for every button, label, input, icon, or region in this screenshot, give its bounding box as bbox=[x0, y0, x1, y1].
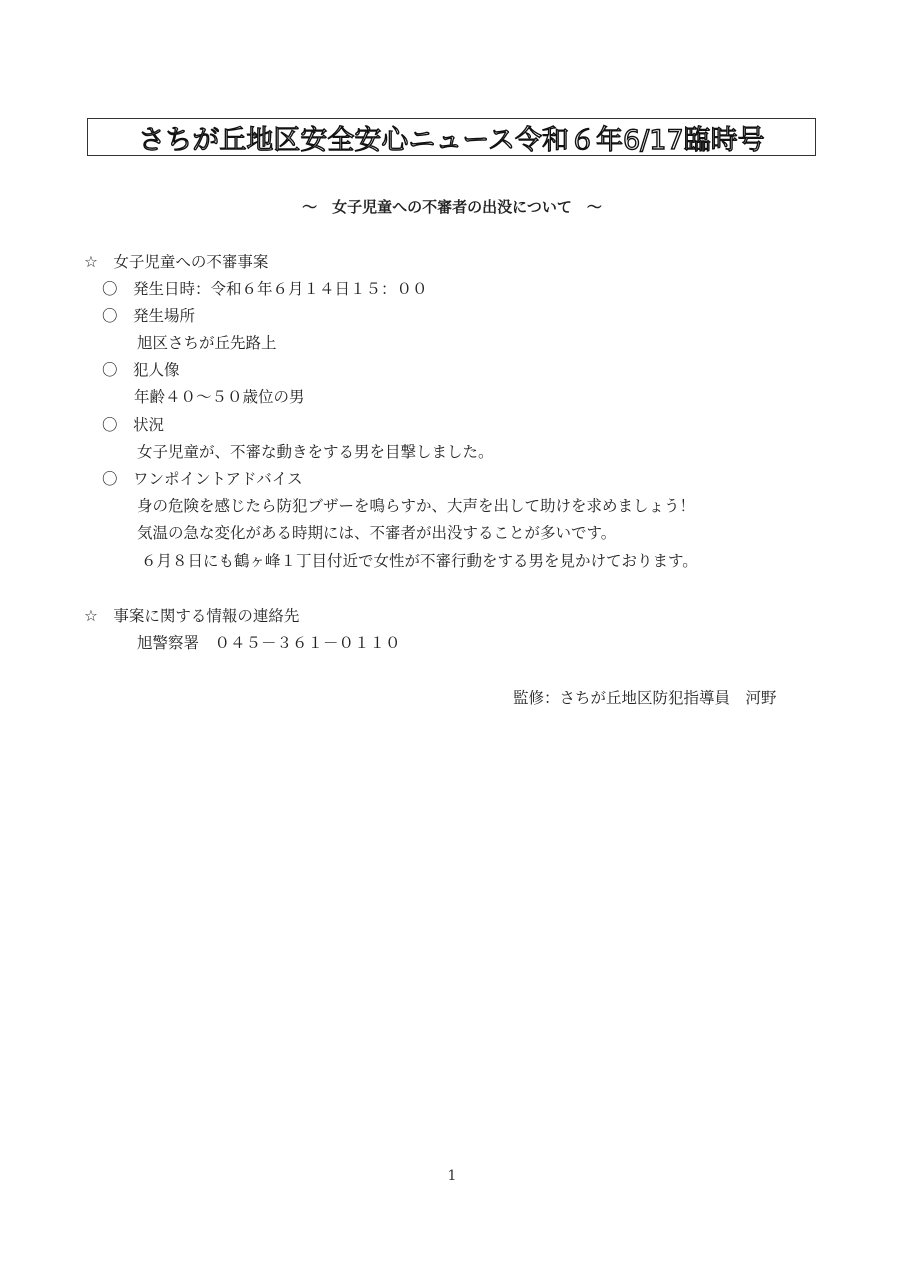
incident-place: 旭区さちが丘先路上 bbox=[137, 334, 277, 352]
subtitle: ～ 女子児童への不審者の出没について ～ bbox=[302, 198, 602, 216]
supervisor-credit: 監修：さちが丘地区防犯指導員 河野 bbox=[513, 689, 777, 707]
incident-place-label: 〇 発生場所 bbox=[102, 307, 196, 325]
page-number: 1 bbox=[447, 1168, 457, 1184]
advice-label: 〇 ワンポイントアドバイス bbox=[102, 470, 303, 488]
advice-line: 気温の急な変化がある時期には、不審者が出没することが多いです。 bbox=[137, 524, 617, 542]
section1-heading: ☆ 女子児童への不審事案 bbox=[84, 253, 269, 271]
title-box bbox=[87, 118, 816, 156]
suspect-label: 〇 犯人像 bbox=[102, 361, 180, 379]
suspect-description: 年齢４０～５０歳位の男 bbox=[134, 388, 305, 406]
situation-label: 〇 状況 bbox=[102, 416, 165, 434]
advice-line: 身の危険を感じたら防犯ブザーを鳴らすか、大声を出して助けを求めましょう！ bbox=[137, 497, 696, 515]
incident-date: 〇 発生日時：令和６年６月１４日１５：００ bbox=[102, 280, 428, 298]
police-contact: 旭警察署 ０４５－３６１－０１１０ bbox=[137, 634, 401, 652]
advice-line: ６月８日にも鶴ヶ峰１丁目付近で女性が不審行動をする男を見かけております。 bbox=[141, 552, 698, 570]
section2-heading: ☆ 事案に関する情報の連絡先 bbox=[84, 607, 300, 625]
situation-text: 女子児童が、不審な動きをする男を目撃しました。 bbox=[137, 443, 494, 461]
page-title: さちが丘地区安全安心ニュース令和６年6/17臨時号 bbox=[138, 124, 765, 156]
